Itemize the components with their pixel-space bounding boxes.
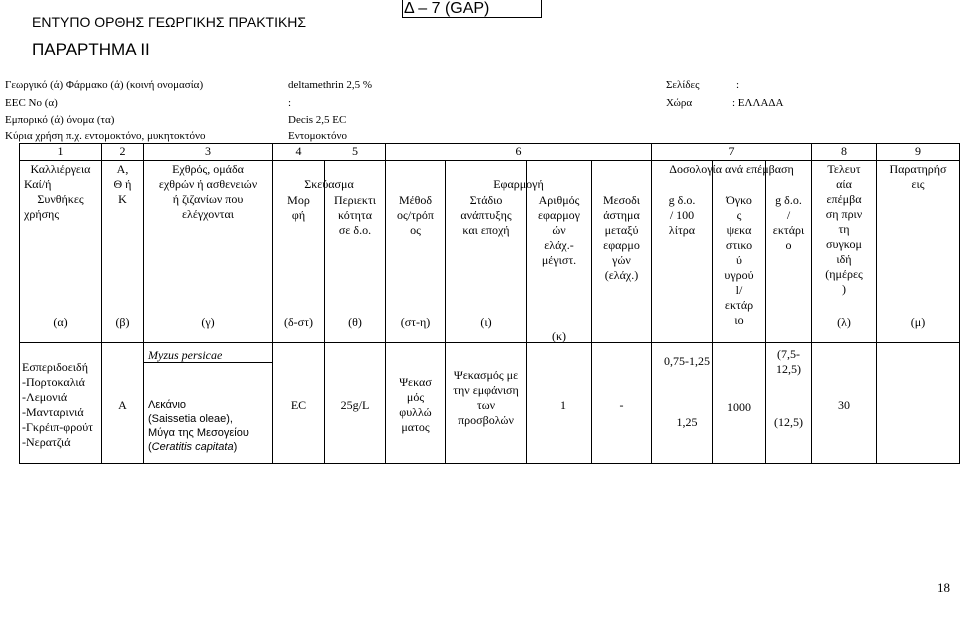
column-letter: (μ) [910,315,926,329]
interval-value: - [619,398,624,412]
crop-list: Εσπεριδοειδή -Πορτοκαλιά -Λεμονιά -Μανταρινιά -Γκρέιπ-φρούτ -Νερατζιά [22,360,93,449]
page-number: 18 [937,580,950,595]
table-bottom-border [19,463,960,464]
column-letter: (γ) [201,315,215,329]
header-form: Μορ φή [287,193,310,222]
pages-label: Σελίδες [666,79,700,91]
trade-name-value: Decis 2,5 EC [288,114,347,126]
code-right-border [541,0,542,18]
header-g-per-ha: g δ.ο. / εκτάρι ο [772,193,805,252]
header-pest: Εχθρός, ομάδα εχθρών ή ασθενειών ή ζιζανίων που ελέγχονται [158,162,258,221]
column-letter: (δ-στ) [284,315,313,329]
header-method: Μέθοδ ος/τρόπ ος [397,193,434,237]
pest-main: Myzus persicae [148,348,223,362]
form-title: ΕΝΤΥΠΟ ΟΡΘΗΣ ΓΕΩΡΓΙΚΗΣ ΠΡΑΚΤΙΚΗΣ [32,14,307,30]
dose-per-ha-range: (7,5- 12,5) [776,347,801,376]
spray-volume-value: 1000 [727,400,751,414]
pages-colon: : [736,79,740,91]
pest-divider [143,362,273,363]
phi-value: 30 [838,398,850,412]
header-application: Εφαρμογή [493,177,544,191]
dose-per-100l-range: 0,75-1,25 [664,354,710,368]
header-row-border [19,342,960,343]
header-phi: Τελευτ αία επέμβα ση πριν τη συγκομ ιδή (ημέρες ) [825,162,863,296]
column-number: 8 [841,144,847,158]
column-number: 4 [295,144,302,158]
header-crop: Καλλιέργεια Καί/ή Συνθήκες χρήσης [24,162,91,221]
column-number: 3 [205,144,211,158]
header-spray-volume: Όγκο ς ψεκα στικο ύ υγρού l/ εκτάρ ιο [724,193,754,327]
header-content: Περιεκτι κότητα σε δ.ο. [333,193,377,237]
code-underline [402,17,542,18]
method-value: Ψεκασ μός φυλλώ ματος [399,375,432,434]
pest-list: Λεκάνιο (Saissetia oleae), Μύγα της Μεσογείου (Ceratitis capitata) [148,399,249,453]
country-value: : ΕΛΛΑΔΑ [732,97,784,109]
number-row-border [19,160,960,161]
use-type-value: Α [118,398,127,412]
header-stage: Στάδιο ανάπτυξης και εποχή [460,193,512,237]
column-number: 5 [352,144,358,158]
annex-title: ΠΑΡΑΡΤΗΜΑ ΙΙ [32,40,150,59]
column-number: 7 [728,144,735,158]
column-number: 9 [915,144,921,158]
column-letter: (λ) [837,315,851,329]
content-value: 25g/L [340,398,370,412]
header-remarks: Παρατηρήσ εις [889,162,947,191]
dose-per-100l-max: 1,25 [676,415,698,429]
stage-value: Ψεκασμός με την εμφάνιση των προσβολών [453,368,519,427]
column-letter: (στ-η) [400,315,431,329]
header-dosage: Δοσολογία ανά επέμβαση [669,162,794,176]
generic-name-value: deltamethrin 2,5 % [288,79,373,91]
column-number: 6 [515,144,522,158]
header-g-per-100l: g δ.ο. / 100 λίτρα [668,193,696,237]
num-applications-value: 1 [560,398,566,412]
column-letter: (β) [115,315,130,329]
column-letter: (θ) [348,315,362,329]
column-letter: (κ) [551,329,567,343]
column-letter: (α) [53,315,68,329]
country-label: Χώρα [666,97,693,109]
header-interval: Μεσοδι άστημα μεταξύ εφαρμο γών (ελάχ.) [602,193,641,282]
header-num-applications: Αριθμός εφαρμογ ών ελάχ.- μέγιστ. [538,193,580,267]
form-value: EC [290,398,307,412]
header-use-type: Α, Θ ή Κ [113,162,132,206]
trade-name-label: Εμπορικό (ά) όνομα (τα) [5,114,115,126]
main-use-value: Εντομοκτόνο [288,130,347,142]
eec-label: EEC No (α) [5,97,58,109]
generic-name-label: Γεωργικό (ά) Φάρμακο (ά) (κοινή ονομασία) [5,79,204,91]
dose-per-ha-max: (12,5) [774,415,803,429]
column-number: 2 [119,144,126,158]
main-use-label: Κύρια χρήση π.χ. εντομοκτόνο, μυκητοκτόνο [5,130,206,142]
eec-value: : [288,97,292,109]
column-letter: (ι) [480,315,492,329]
column-number: 1 [57,144,64,158]
document-code: Δ – 7 (GAP) [404,0,490,17]
header-formulation: Σκεύασμα [304,177,354,191]
code-left-border [402,0,403,18]
